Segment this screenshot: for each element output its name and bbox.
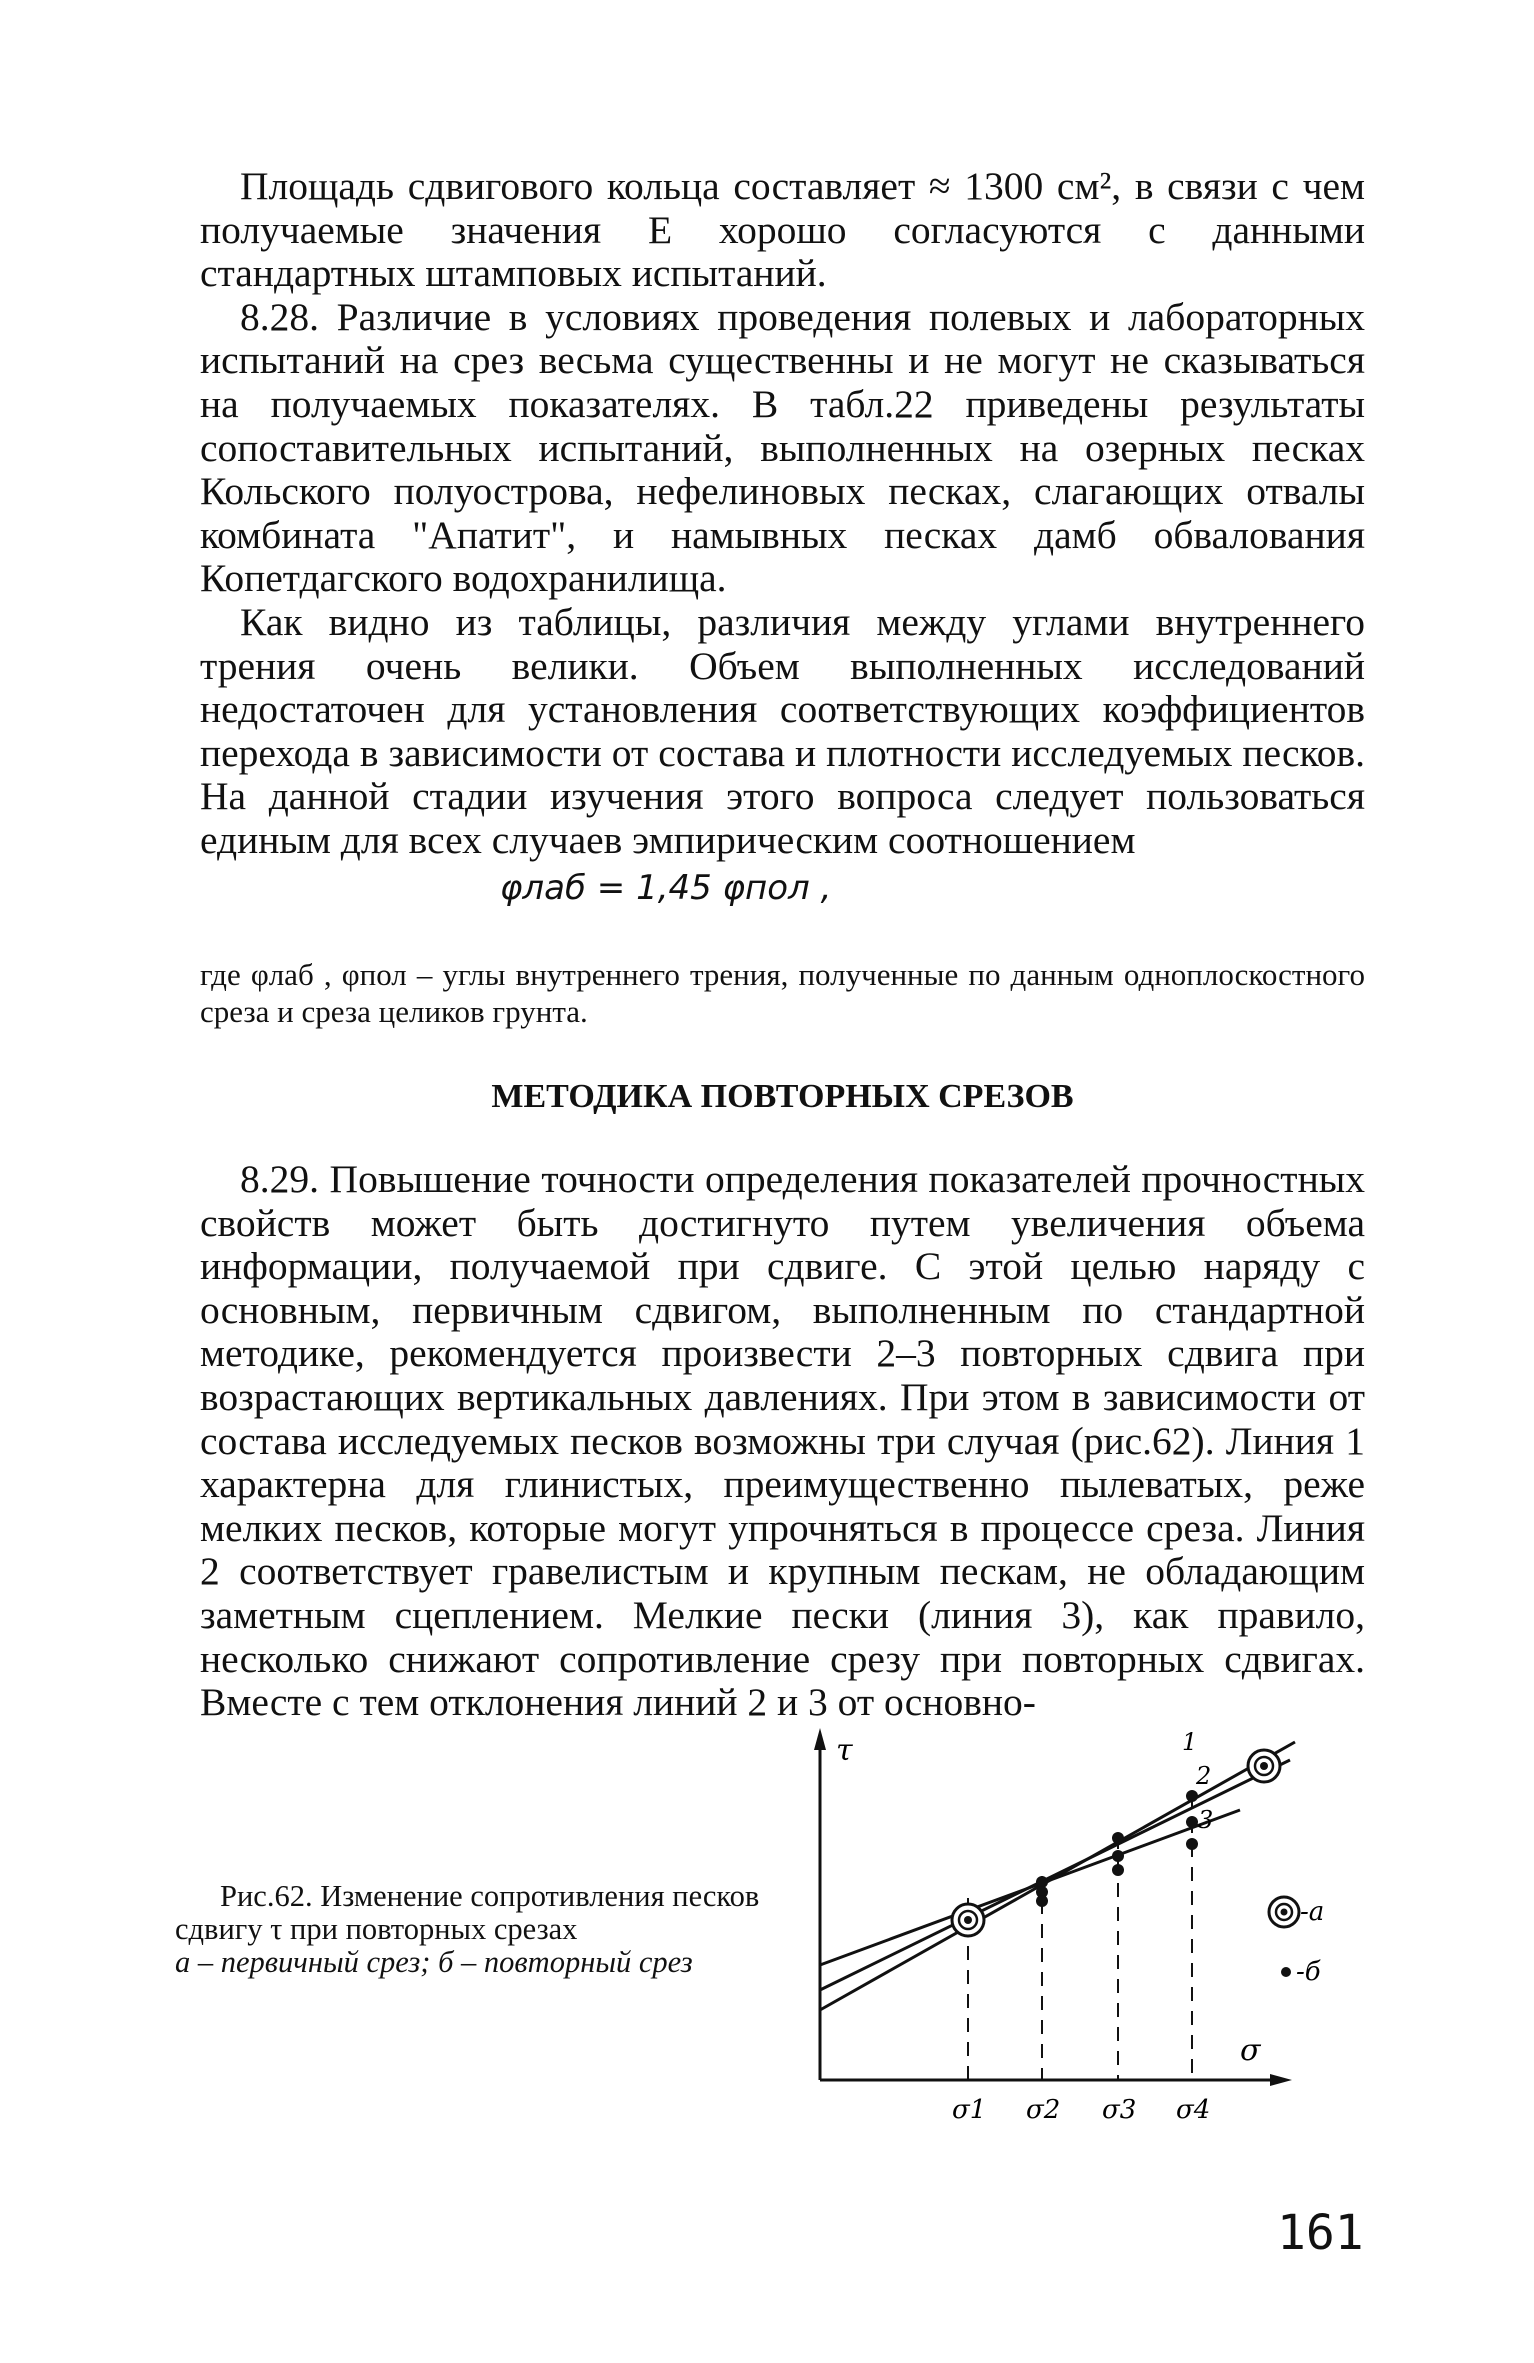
tick-label-s4: σ4 [1176,2095,1211,2125]
legend-primary-icon [1269,1897,1299,1927]
line-label-2: 2 [1196,1762,1212,1790]
repeat-shear-point [1186,1790,1198,1802]
line-2 [820,1760,1290,1990]
x-axis-label: σ [1240,2033,1261,2068]
text-8-29 [200,1158,1365,1725]
repeat-shear-point [1112,1864,1124,1876]
line-label-3: 3 [1198,1806,1214,1834]
formula-explanation: где φлаб , φпол – углы внутреннего трения, полученные по данным одноплоскостного среза и среза целиков грунта. [200,957,1365,1029]
legend-repeat-label: -б [1296,1957,1321,1987]
line-3 [820,1810,1240,1965]
section-heading: МЕТОДИКА ПОВТОРНЫХ СРЕЗОВ [491,1078,1074,1115]
x-axis-arrow [1270,2074,1292,2086]
paragraph-table-discussion: Как видно из таблицы, различия между углами внутреннего трения очень велики. Объем выполненных исследований недостаточен для установления соответствующих коэффициентов перехода в зависимости от состава и плотности исследуемых песков. На данной стадии изучения этого вопроса следует пользоваться единым для всех случаев эмпирическим соотношением [200,599,1365,862]
paragraph-8-28: 8.28. Различие в условиях проведения полевых и лабораторных испытаний на срез весьма существенны и не могут не сказываться на получаемых показателях. В табл.22 приведены результаты сопоставительных испытаний, выполненных на озерных песках Кольского полуострова, нефелиновых песках, слагающих отвалы комбината "Апатит", и намывных песках дамб обвалования Копетдагского водохранилища. [200,294,1365,601]
repeat-shear-point [1186,1838,1198,1850]
page-number: 161 [1277,2205,1364,2261]
repeat-shear-point [1112,1850,1124,1862]
paragraph-8-29: 8.29. Повышение точности определения показателей прочностных свойств может быть достигнуто путем увеличения объема информации, получаемой при сдвиге. С этой целью наряду с основным, первичным сдвигом, выполненным по стандартной методике, рекомендуется произвести 2–3 повторных сдвига при возрастающих вертикальных давлениях. При этом в зависимости от состава исследуемых песков возможны три случая (рис.62). Линия 1 характерна для глинистых, преимущественно пылеватых, реже мелких песков, которые могут упрочняться в процессе среза. Линия 2 соответствует гравелистым и крупным пескам, не обладающим заметным сцеплением. Мелкие пески (линия 3), как правило, несколько снижают сопротивление срезу при повторных сдвигах. Вместе с тем отклонения линий 2 и 3 от основно- [200,1157,1365,1725]
primary-shear-point-1 [952,1904,984,1936]
paragraph-intro: Площадь сдвигового кольца составляет ≈ 1300 см², в связи с чем получаемые значения E хорошо согласуются с данными стандартных штамповых испытаний. [200,164,1365,296]
figure-62 [780,1720,1360,2240]
repeat-shear-point [1112,1832,1124,1844]
primary-shear-point-2 [1248,1750,1280,1782]
caption-title: Рис.62. Изменение сопротивления песков сдвигу τ при повторных срезах [175,1879,760,1946]
line-label-1: 1 [1182,1728,1198,1756]
tick-label-s1: σ1 [952,2095,987,2125]
figure-caption [175,1880,775,1979]
tick-label-s3: σ3 [1102,2095,1137,2125]
legend-repeat-icon [1281,1967,1291,1977]
repeat-shear-point [1186,1816,1198,1828]
text-top [200,165,1365,863]
formula: φлаб = 1,45 φпол , [500,868,832,908]
y-axis-label: τ [836,1733,853,1768]
y-axis-arrow [814,1728,826,1750]
repeat-shear-point [1036,1895,1048,1907]
caption-legend: а – первичный срез; б – повторный срез [175,1945,693,1979]
legend-primary-label: -а [1300,1897,1325,1927]
tick-label-s2: σ2 [1026,2095,1061,2125]
